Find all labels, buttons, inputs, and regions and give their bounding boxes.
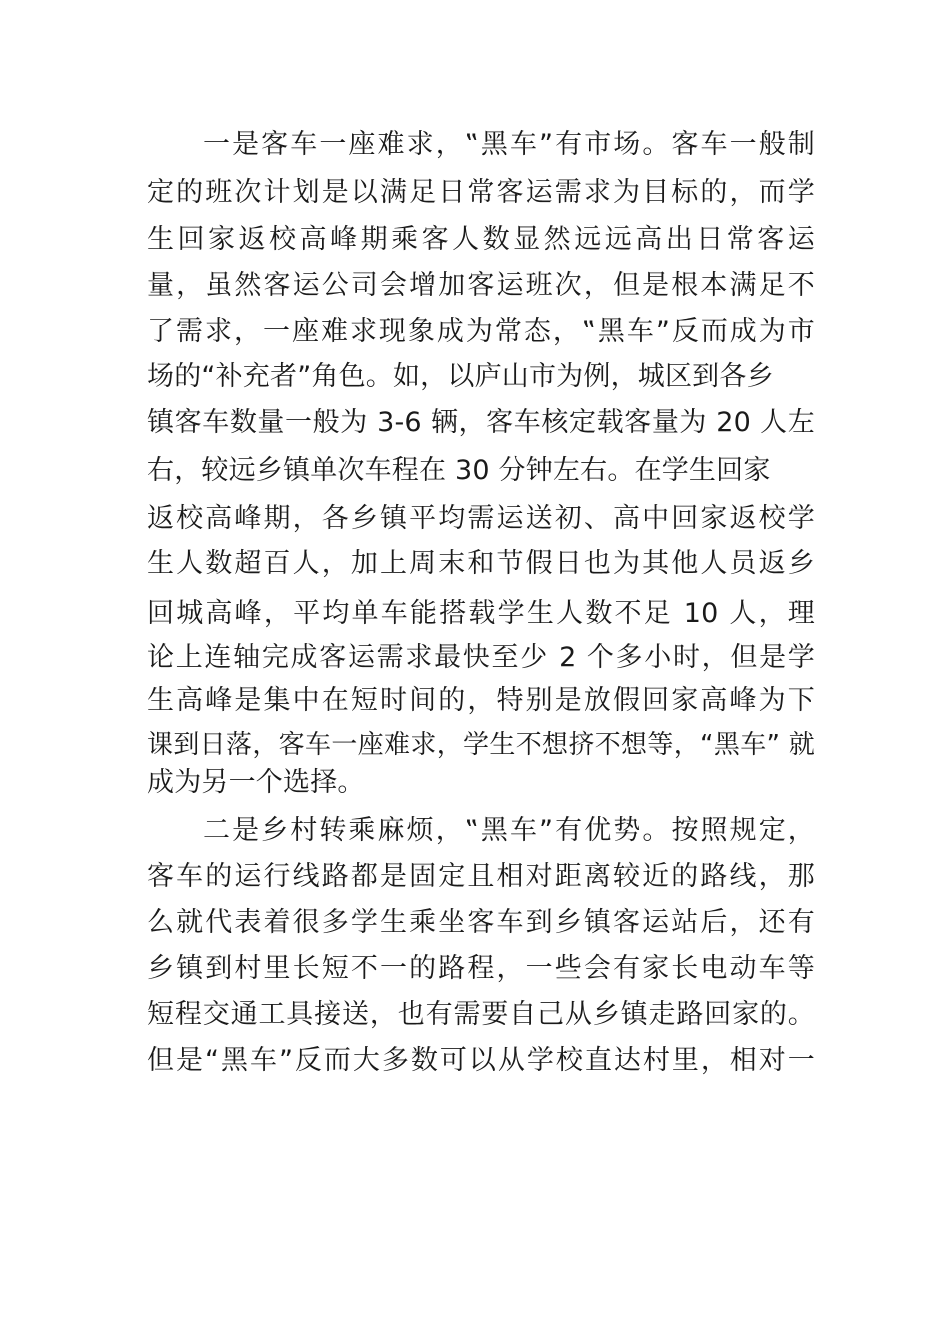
paragraph-2-line-6: 但是“黑车”反而大多数可以从学校直达村里，相对一 <box>147 1045 815 1076</box>
paragraph-1-line-11: 回城高峰，平均单车能搭载学生人数不足 10 人，理 <box>147 598 815 629</box>
paragraph-1-line-15: 成为另一个选择。 <box>147 767 365 798</box>
paragraph-1-line-9: 返校高峰期，各乡镇平均需运送初、高中回家返校学 <box>147 503 815 534</box>
paragraph-1-line-5: 了需求，一座难求现象成为常态，‟黑车”反而成为市 <box>147 316 815 347</box>
paragraph-2-line-4: 乡镇到村里长短不一的路程，一些会有家长电动车等 <box>147 953 815 984</box>
paragraph-1-line-14: 课到日落，客车一座难求，学生不想挤不想等，“黑车” 就 <box>147 730 815 760</box>
paragraph-1-line-13: 生高峰是集中在短时间的，特别是放假回家高峰为下 <box>147 685 815 716</box>
paragraph-2-line-2: 客车的运行线路都是固定且相对距离较近的路线，那 <box>147 861 815 892</box>
paragraph-1-line-12: 论上连轴完成客运需求最快至少 2 个多小时，但是学 <box>147 642 815 673</box>
paragraph-1-line-3: 生回家返校高峰期乘客人数显然远远高出日常客运 <box>147 224 815 255</box>
paragraph-1-line-7: 镇客车数量一般为 3-6 辆，客车核定载客量为 20 人左 <box>147 407 815 438</box>
paragraph-1-line-4: 量，虽然客运公司会增加客运班次，但是根本满足不 <box>147 270 815 301</box>
paragraph-2-line-5: 短程交通工具接送，也有需要自己从乡镇走路回家的。 <box>147 999 815 1030</box>
paragraph-2-line-3: 么就代表着很多学生乘坐客车到乡镇客运站后，还有 <box>147 907 815 938</box>
paragraph-1-line-1: 一是客车一座难求，‟黑车”有市场。客车一般制 <box>203 129 815 160</box>
paragraph-2-line-1: 二是乡村转乘麻烦，‟黑车”有优势。按照规定， <box>203 815 815 846</box>
paragraph-1-line-10: 生人数超百人，加上周末和节假日也为其他人员返乡 <box>147 548 815 579</box>
paragraph-1-line-8: 右，较远乡镇单次车程在 30 分钟左右。在学生回家 <box>147 455 771 486</box>
paragraph-1-line-6: 场的“补充者”角色。如，以庐山市为例，城区到各乡 <box>147 361 774 392</box>
paragraph-1-line-2: 定的班次计划是以满足日常客运需求为目标的，而学 <box>147 177 815 208</box>
